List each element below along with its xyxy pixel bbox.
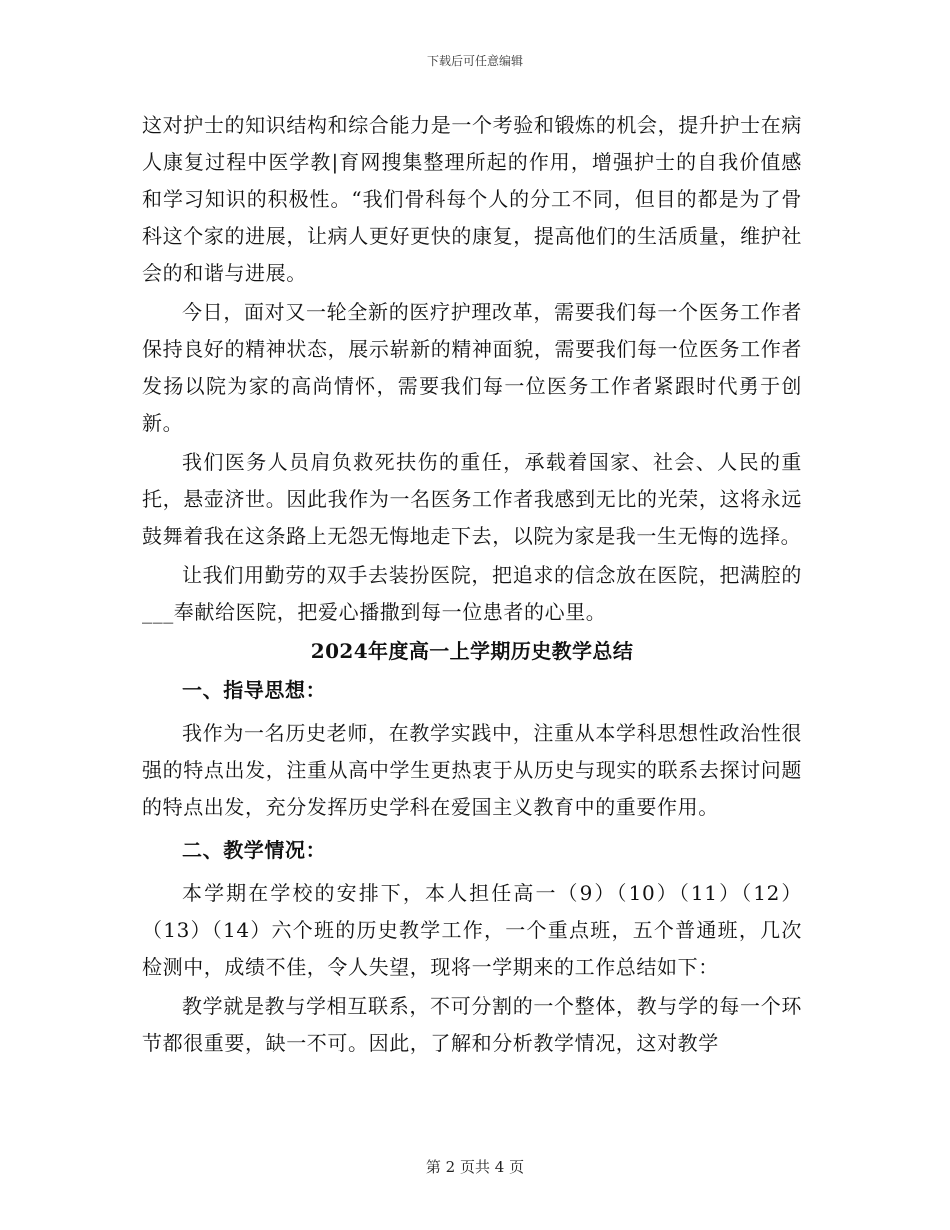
paragraph-medical-duty: 我们医务人员肩负救死扶伤的重任，承载着国家、社会、人民的重托，悬壶济世。因此我作为一名医务工作者我感到无比的光荣，这将永远鼓舞着我在这条路上无怨无悔地走下去，以院为家是我一生无悔的选择。	[142, 450, 802, 548]
paragraph-closing-appeal: 让我们用勤劳的双手去装扮医院，把追求的信念放在医院，把满腔的___奉献给医院，把爱心播撒到每一位患者的心里。	[142, 563, 802, 624]
section-title: 2024年度高一上学期历史教学总结	[310, 639, 634, 663]
page-footer: 第 2 页共 4 页	[425, 1158, 525, 1176]
paragraph-medical-reform: 今日，面对又一轮全新的医疗护理改革，需要我们每一个医务工作者保持良好的精神状态，展示崭新的精神面貌，需要我们每一位医务工作者发扬以院为家的高尚情怀，需要我们每一位医务工作者紧跟时代勇于创新。	[142, 300, 802, 435]
paragraph-teaching-analysis: 教学就是教与学相互联系，不可分割的一个整体，教与学的每一个环节都很重要，缺一不可。因此，了解和分析教学情况，这对教学	[142, 994, 802, 1055]
document-body	[142, 107, 802, 1064]
heading-teaching-situation: 二、教学情况：	[182, 838, 327, 862]
page-header: 下载后可任意编辑	[426, 54, 523, 68]
paragraph-teaching-assignment: 本学期在学校的安排下，本人担任高一（9）（10）（11）（12）（13）（14）六个班的历史教学工作，一个重点班，五个普通班，几次检测中，成绩不佳，令人失望，现将一学期来的工作总结如下：	[142, 881, 802, 979]
paragraph-guiding-thought: 我作为一名历史老师，在教学实践中，注重从本学科思想性政治性很强的特点出发，注重从高中学生更热衷于从历史与现实的联系去探讨问题的特点出发，充分发挥历史学科在爱国主义教育中的重要作用。	[142, 721, 802, 819]
paragraph-nursing-role: 这对护士的知识结构和综合能力是一个考验和锻炼的机会，提升护士在病人康复过程中医学教|育网搜集整理所起的作用，增强护士的自我价值感和学习知识的积极性。“我们骨科每个人的分工不同，但目的都是为了骨科这个家的进展，让病人更好更快的康复，提高他们的生活质量，维护社会的和谐与进展。	[142, 113, 802, 285]
heading-guiding-thought: 一、指导思想：	[182, 678, 327, 702]
